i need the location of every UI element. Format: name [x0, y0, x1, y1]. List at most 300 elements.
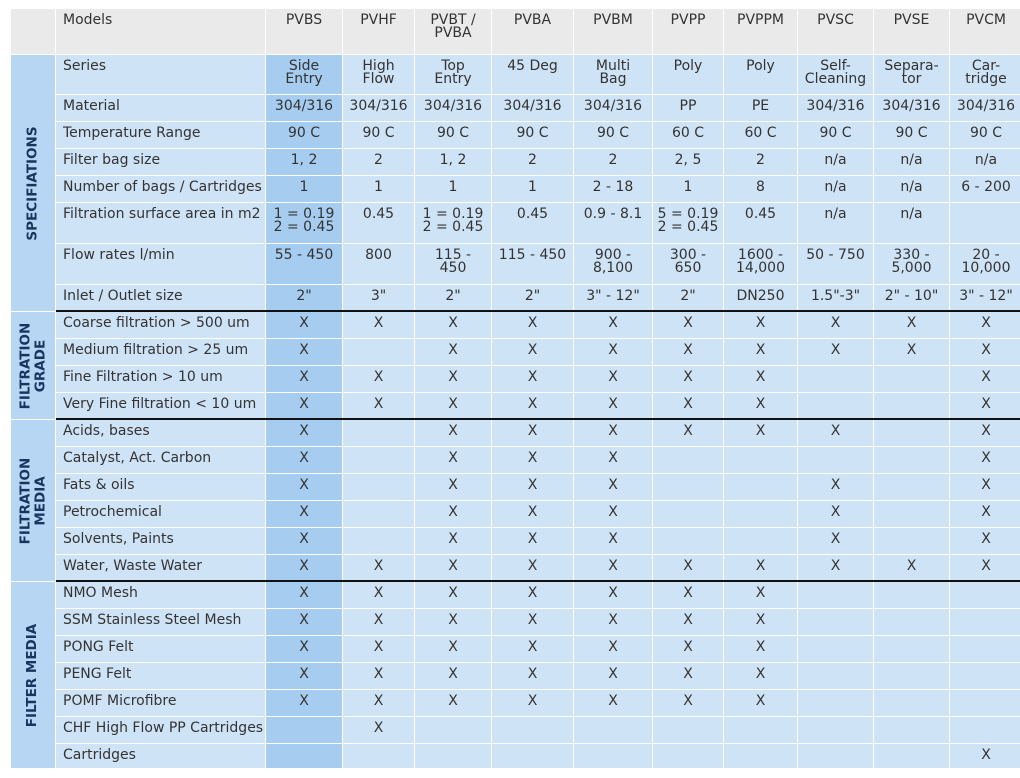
cell-text: Self-	[820, 58, 851, 74]
row-label	[56, 501, 265, 527]
value-cell	[874, 528, 949, 554]
cell-text: X	[527, 558, 538, 574]
value-cell	[343, 474, 414, 500]
value-cell	[415, 555, 491, 581]
cell-text: PONG Felt	[63, 639, 134, 655]
cell-text: Temperature Range	[63, 125, 201, 141]
value-cell	[724, 609, 797, 635]
value-cell	[653, 95, 723, 121]
cell-text: Material	[63, 98, 120, 114]
cell-text: Water, Waste Water	[63, 558, 203, 574]
value-cell	[266, 285, 342, 311]
value-cell	[574, 122, 652, 148]
value-cell	[266, 717, 342, 743]
section-title-text: SPECIFIATIONS	[24, 125, 41, 241]
cell-text: PVBA	[434, 25, 472, 41]
value-cell	[343, 312, 414, 338]
value-cell	[415, 501, 491, 527]
cell-text: 1600 -	[737, 247, 784, 263]
value-cell	[653, 285, 723, 311]
cell-text: 90 C	[287, 125, 321, 141]
value-cell	[574, 176, 652, 202]
cell-text: 60 C	[744, 125, 777, 141]
value-cell	[574, 312, 652, 338]
value-cell	[653, 244, 723, 284]
section-title-text: FILTRATION	[17, 457, 33, 544]
value-cell	[415, 393, 491, 419]
value-cell	[574, 744, 652, 768]
value-cell	[266, 420, 342, 446]
row-label	[56, 474, 265, 500]
cell-text: X	[608, 342, 618, 358]
value-cell	[950, 501, 1020, 527]
cell-text: X	[683, 315, 693, 331]
value-cell	[798, 663, 873, 689]
cell-text: X	[683, 369, 693, 385]
value-cell	[266, 609, 342, 635]
series-cell-pvppm	[724, 55, 797, 94]
cell-text: X	[608, 693, 618, 709]
value-cell	[343, 663, 414, 689]
cell-text: X	[373, 396, 384, 412]
value-cell	[950, 474, 1020, 500]
cell-text: PENG Felt	[63, 666, 132, 682]
series-cell-pvse	[874, 55, 949, 94]
value-cell	[343, 203, 414, 243]
cell-text: 0.45	[362, 206, 395, 222]
cell-text: X	[830, 477, 841, 493]
value-cell	[653, 474, 723, 500]
value-cell	[653, 339, 723, 365]
row-label	[56, 636, 265, 662]
row-label	[56, 717, 265, 743]
cell-text: X	[755, 639, 766, 655]
value-cell	[574, 501, 652, 527]
cell-text: tridge	[965, 71, 1007, 87]
cell-text: 1 = 0.19	[422, 206, 484, 222]
cell-text: 450	[439, 260, 467, 276]
value-cell	[798, 690, 873, 716]
value-cell	[574, 447, 652, 473]
cell-text: PVPPM	[737, 12, 784, 28]
cell-text: 304/316	[423, 98, 483, 114]
value-cell	[874, 366, 949, 392]
cell-text: X	[608, 396, 618, 412]
value-cell	[950, 582, 1020, 608]
value-cell	[724, 420, 797, 446]
cell-text: 304/316	[806, 98, 865, 114]
cell-text: X	[299, 558, 309, 574]
cell-text: X	[683, 423, 693, 439]
value-cell	[343, 555, 414, 581]
value-cell	[798, 244, 873, 284]
value-cell	[492, 690, 573, 716]
value-cell	[653, 717, 723, 743]
value-cell	[574, 95, 652, 121]
value-cell	[950, 717, 1020, 743]
value-cell	[574, 339, 652, 365]
value-cell	[492, 176, 573, 202]
cell-text: X	[373, 666, 384, 682]
row-label	[56, 555, 265, 581]
value-cell	[492, 636, 573, 662]
value-cell	[343, 717, 414, 743]
series-cell-pvcm	[950, 55, 1020, 94]
cell-text: NMO Mesh	[63, 585, 138, 601]
cell-text: 2	[608, 152, 618, 168]
value-cell	[724, 95, 797, 121]
cell-text: X	[981, 423, 991, 439]
row-label	[56, 285, 265, 311]
value-cell	[343, 366, 414, 392]
value-cell	[343, 393, 414, 419]
value-cell	[492, 122, 573, 148]
cell-text: X	[527, 342, 538, 358]
value-cell	[492, 501, 573, 527]
value-cell	[798, 285, 873, 311]
value-cell	[492, 244, 573, 284]
value-cell	[950, 420, 1020, 446]
cell-text: X	[373, 369, 384, 385]
cell-text: X	[373, 585, 384, 601]
cell-text: X	[755, 396, 766, 412]
cell-text: 8,100	[592, 260, 634, 276]
value-cell	[798, 122, 873, 148]
cell-text: Poly	[673, 58, 703, 74]
cell-text: X	[299, 369, 309, 385]
value-cell	[492, 285, 573, 311]
value-cell	[653, 690, 723, 716]
cell-text: Cleaning	[804, 71, 867, 87]
value-cell	[950, 244, 1020, 284]
value-cell	[574, 636, 652, 662]
cell-text: 2	[528, 152, 537, 168]
cell-text: PVCM	[966, 12, 1006, 28]
cell-text: Entry	[434, 71, 472, 87]
value-cell	[874, 555, 949, 581]
cell-text: X	[373, 612, 384, 628]
cell-text: X	[755, 315, 766, 331]
value-cell	[574, 717, 652, 743]
cell-text: 1	[299, 179, 309, 195]
value-cell	[343, 285, 414, 311]
cell-text: 55 - 450	[274, 247, 334, 263]
cell-text: X	[448, 531, 458, 547]
cell-text: 2 = 0.45	[657, 219, 719, 235]
cell-text: X	[448, 315, 458, 331]
cell-text: X	[527, 396, 538, 412]
value-cell	[266, 339, 342, 365]
value-cell	[653, 501, 723, 527]
cell-text: X	[299, 396, 309, 412]
cell-text: 1	[374, 179, 383, 195]
cell-text: X	[608, 612, 618, 628]
cell-text: 5 = 0.19	[657, 206, 719, 222]
corner-cell	[11, 9, 55, 54]
series-cell-pvba	[492, 55, 573, 94]
row-label	[56, 528, 265, 554]
series-cell-pvbt	[415, 55, 491, 94]
cell-text: X	[373, 639, 384, 655]
value-cell	[724, 366, 797, 392]
value-cell	[653, 555, 723, 581]
cell-text: X	[448, 666, 458, 682]
cell-text: Poly	[746, 58, 775, 74]
value-cell	[574, 555, 652, 581]
cell-text: X	[981, 396, 991, 412]
cell-text: 2"	[680, 288, 696, 304]
cell-text: X	[981, 369, 991, 385]
cell-text: 304/316	[956, 98, 1016, 114]
value-cell	[798, 555, 873, 581]
cell-text: Car-	[971, 58, 1001, 74]
cell-text: X	[373, 720, 384, 736]
model-header-pvba	[492, 9, 573, 54]
value-cell	[653, 609, 723, 635]
cell-text: 1	[528, 179, 537, 195]
value-cell	[266, 663, 342, 689]
cell-text: X	[527, 315, 538, 331]
cell-text: Filter bag size	[63, 152, 161, 168]
value-cell	[724, 176, 797, 202]
cell-text: X	[527, 450, 538, 466]
value-cell	[724, 501, 797, 527]
series-cell-pvbs	[266, 55, 342, 94]
cell-text: X	[830, 423, 841, 439]
cell-text: 2"	[296, 288, 312, 304]
cell-text: 1	[448, 179, 458, 195]
cell-text: n/a	[900, 206, 923, 222]
cell-text: 0.9 - 8.1	[583, 206, 643, 222]
cell-text: CHF High Flow PP Cartridges	[63, 720, 264, 736]
value-cell	[653, 393, 723, 419]
value-cell	[653, 447, 723, 473]
row-label	[56, 244, 265, 284]
cell-text: X	[299, 504, 309, 520]
cell-text: 90 C	[436, 125, 470, 141]
cell-text: 3" - 12"	[959, 288, 1013, 304]
cell-text: Separa-	[884, 58, 939, 74]
value-cell	[343, 244, 414, 284]
value-cell	[343, 609, 414, 635]
cell-text: 2 - 18	[592, 179, 634, 195]
cell-text: 1.5"-3"	[810, 288, 861, 304]
value-cell	[724, 474, 797, 500]
value-cell	[950, 312, 1020, 338]
value-cell	[266, 744, 342, 768]
cell-text: Coarse filtration > 500 um	[63, 315, 250, 331]
cell-text: 115 - 450	[498, 247, 567, 263]
value-cell	[798, 149, 873, 175]
cell-text: X	[683, 342, 693, 358]
cell-text: X	[608, 531, 618, 547]
value-cell	[343, 690, 414, 716]
value-cell	[653, 366, 723, 392]
value-cell	[574, 393, 652, 419]
value-cell	[343, 636, 414, 662]
value-cell	[950, 285, 1020, 311]
cell-text: 90 C	[362, 125, 395, 141]
cell-text: X	[830, 315, 841, 331]
cell-text: X	[527, 666, 538, 682]
value-cell	[415, 609, 491, 635]
value-cell	[415, 744, 491, 768]
value-cell	[492, 420, 573, 446]
cell-text: 1, 2	[439, 152, 467, 168]
value-cell	[415, 122, 491, 148]
value-cell	[415, 420, 491, 446]
value-cell	[798, 501, 873, 527]
value-cell	[415, 582, 491, 608]
value-cell	[574, 528, 652, 554]
cell-text: PVPP	[670, 12, 706, 28]
value-cell	[415, 717, 491, 743]
value-cell	[492, 744, 573, 768]
cell-text: X	[608, 666, 618, 682]
value-cell	[266, 501, 342, 527]
value-cell	[950, 393, 1020, 419]
value-cell	[724, 149, 797, 175]
value-cell	[343, 122, 414, 148]
cell-text: 2	[756, 152, 765, 168]
value-cell	[343, 149, 414, 175]
cell-text: X	[830, 504, 841, 520]
value-cell	[724, 285, 797, 311]
value-cell	[724, 663, 797, 689]
cell-text: 1	[683, 179, 693, 195]
cell-text: 60 C	[671, 125, 705, 141]
cell-text: X	[299, 477, 309, 493]
value-cell	[266, 366, 342, 392]
value-cell	[266, 582, 342, 608]
series-cell-pvbm	[574, 55, 652, 94]
model-header-pvse	[874, 9, 949, 54]
value-cell	[415, 312, 491, 338]
cell-text: X	[299, 315, 309, 331]
cell-text: X	[981, 342, 991, 358]
value-cell	[492, 582, 573, 608]
value-cell	[492, 95, 573, 121]
cell-text: X	[608, 585, 618, 601]
cell-text: X	[373, 693, 384, 709]
value-cell	[266, 149, 342, 175]
value-cell	[950, 95, 1020, 121]
section-title-specifications	[11, 55, 55, 311]
value-cell	[415, 447, 491, 473]
cell-text: X	[527, 693, 538, 709]
cell-text: X	[683, 558, 693, 574]
series-label	[56, 55, 265, 94]
value-cell	[492, 312, 573, 338]
series-cell-pvsc	[798, 55, 873, 94]
value-cell	[574, 663, 652, 689]
value-cell	[415, 244, 491, 284]
value-cell	[724, 582, 797, 608]
cell-text: 45 Deg	[507, 58, 558, 74]
cell-text: PP	[679, 98, 697, 114]
cell-text: X	[299, 693, 309, 709]
value-cell	[798, 474, 873, 500]
value-cell	[653, 149, 723, 175]
cell-text: 800	[365, 247, 392, 263]
value-cell	[343, 582, 414, 608]
cell-text: SSM Stainless Steel Mesh	[63, 612, 242, 628]
value-cell	[266, 393, 342, 419]
cell-text: Very Fine filtration < 10 um	[63, 396, 257, 412]
cell-text: n/a	[974, 152, 998, 168]
cell-text: X	[448, 342, 458, 358]
value-cell	[415, 203, 491, 243]
value-cell	[574, 690, 652, 716]
cell-text: Petrochemical	[63, 504, 162, 520]
cell-text: 304/316	[503, 98, 562, 114]
cell-text: 1 = 0.19	[273, 206, 335, 222]
cell-text: X	[755, 369, 766, 385]
cell-text: X	[981, 315, 991, 331]
cell-text: 300 -	[669, 247, 707, 263]
cell-text: X	[981, 531, 991, 547]
cell-text: X	[683, 612, 693, 628]
value-cell	[798, 717, 873, 743]
cell-text: X	[755, 558, 766, 574]
cell-text: X	[755, 666, 766, 682]
cell-text: X	[608, 477, 618, 493]
value-cell	[950, 203, 1020, 243]
value-cell	[950, 176, 1020, 202]
cell-text: X	[608, 639, 618, 655]
value-cell	[266, 555, 342, 581]
row-label	[56, 366, 265, 392]
value-cell	[798, 636, 873, 662]
value-cell	[950, 609, 1020, 635]
value-cell	[950, 366, 1020, 392]
cell-text: n/a	[824, 152, 847, 168]
value-cell	[724, 528, 797, 554]
row-label	[56, 149, 265, 175]
value-cell	[874, 663, 949, 689]
cell-text: 90 C	[819, 125, 852, 141]
cell-text: X	[608, 423, 618, 439]
row-label	[56, 582, 265, 608]
row-label	[56, 663, 265, 689]
value-cell	[950, 122, 1020, 148]
value-cell	[724, 203, 797, 243]
value-cell	[798, 312, 873, 338]
value-cell	[874, 582, 949, 608]
cell-text: X	[448, 477, 458, 493]
value-cell	[653, 636, 723, 662]
cell-text: X	[299, 612, 309, 628]
section-title-text: FILTRATION	[17, 322, 33, 409]
cell-text: n/a	[900, 152, 923, 168]
value-cell	[266, 176, 342, 202]
cell-text: X	[981, 450, 991, 466]
value-cell	[574, 474, 652, 500]
value-cell	[415, 149, 491, 175]
cell-text: X	[981, 504, 991, 520]
value-cell	[798, 528, 873, 554]
cell-text: 8	[756, 179, 765, 195]
value-cell	[874, 312, 949, 338]
cell-text: X	[448, 639, 458, 655]
value-cell	[415, 285, 491, 311]
cell-text: X	[448, 423, 458, 439]
value-cell	[874, 122, 949, 148]
cell-text: X	[448, 450, 458, 466]
cell-text: n/a	[900, 179, 923, 195]
cell-text: DN250	[736, 288, 785, 304]
value-cell	[724, 393, 797, 419]
